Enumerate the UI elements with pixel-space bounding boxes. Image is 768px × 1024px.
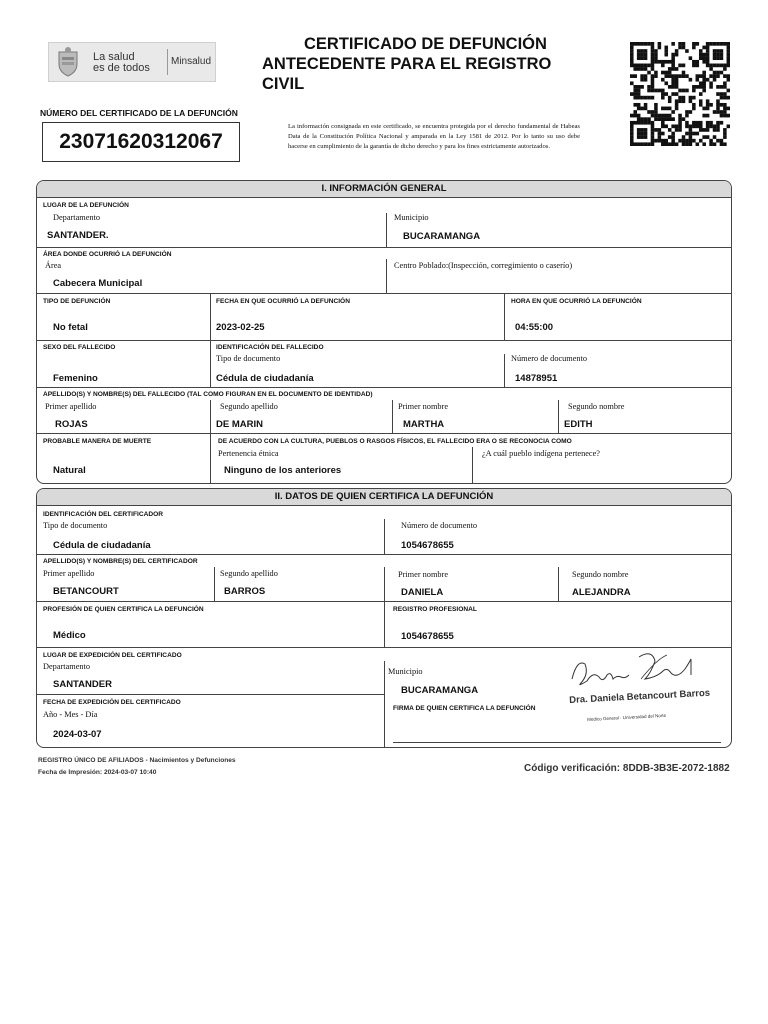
section-title: II. DATOS DE QUIEN CERTIFICA LA DEFUNCIÓN bbox=[37, 489, 731, 506]
field-label: LUGAR DE EXPEDICIÓN DEL CERTIFICADO bbox=[43, 652, 182, 659]
field-label: FECHA DE EXPEDICIÓN DEL CERTIFICADO bbox=[43, 699, 181, 706]
document-title: CERTIFICADO DE DEFUNCIÓN ANTECEDENTE PARA EL REGISTRO CIVIL bbox=[262, 35, 552, 93]
legal-notice: La información consignada en este certificado, se encuentra protegida por el derecho fundamental de Habeas Data de la Constitución Política Nacional y amparada en la Ley 1581 de 2012. Por lo tanto su uso debe hacerse en cumplimiento de la garantía de dicho derecho y para los fines estrictamente autorizados. bbox=[288, 123, 580, 150]
footer-print-date: Fecha de Impresión: 2024-03-07 10:40 bbox=[38, 769, 157, 776]
death-area: Cabecera Municipal bbox=[53, 278, 143, 289]
field-label: Municipio bbox=[388, 667, 423, 676]
logo-divider bbox=[167, 49, 168, 75]
deceased-second-name: EDITH bbox=[564, 419, 593, 430]
section-general-info bbox=[36, 180, 732, 484]
certifier-doc-number: 1054678655 bbox=[401, 540, 454, 551]
field-label: Año - Mes - Día bbox=[43, 710, 98, 719]
field-label: Número de documento bbox=[401, 521, 478, 530]
field-label: HORA EN QUE OCURRIÓ LA DEFUNCIÓN bbox=[511, 298, 642, 305]
deceased-doc-type: Cédula de ciudadanía bbox=[216, 373, 314, 384]
field-label: FIRMA DE QUIEN CERTIFICA LA DEFUNCIÓN bbox=[393, 705, 536, 712]
field-label: Primer nombre bbox=[398, 402, 449, 411]
professional-registry: 1054678655 bbox=[401, 631, 454, 642]
field-label: APELLIDO(S) Y NOMBRE(S) DEL FALLECIDO (TAL COMO FIGURAN EN EL DOCUMENTO DE IDENTIDAD) bbox=[43, 391, 373, 398]
certifier-doc-type: Cédula de ciudadanía bbox=[53, 540, 151, 551]
field-label: Segundo nombre bbox=[568, 402, 625, 411]
field-label: Departamento bbox=[43, 662, 90, 671]
field-label: Primer apellido bbox=[43, 569, 95, 578]
field-label: IDENTIFICACIÓN DEL CERTIFICADOR bbox=[43, 511, 164, 518]
death-type: No fetal bbox=[53, 322, 88, 333]
certificate-number-label: NÚMERO DEL CERTIFICADO DE LA DEFUNCIÓN bbox=[40, 108, 238, 118]
certifier-profession: Médico bbox=[53, 630, 86, 641]
logo-ministry: Minsalud bbox=[171, 56, 212, 67]
field-label: PROBABLE MANERA DE MUERTE bbox=[43, 438, 152, 445]
deceased-first-name: MARTHA bbox=[403, 419, 445, 430]
field-label: Área bbox=[45, 261, 62, 270]
field-label: ¿A cuál pueblo indígena pertenece? bbox=[482, 449, 600, 458]
field-label: Segundo nombre bbox=[572, 570, 629, 579]
certifier-first-name: DANIELA bbox=[401, 587, 444, 598]
field-label: Segundo apellido bbox=[220, 569, 278, 578]
field-label: Tipo de documento bbox=[43, 521, 108, 530]
field-label: Departamento bbox=[53, 213, 100, 222]
certifier-first-surname: BETANCOURT bbox=[53, 586, 119, 597]
field-label: Primer nombre bbox=[398, 570, 449, 579]
death-department: SANTANDER. bbox=[47, 230, 109, 241]
ethnic-belonging: Ninguno de los anteriores bbox=[224, 465, 342, 476]
logo-slogan: La salud es de todos bbox=[93, 51, 150, 74]
field-label: ÁREA DONDE OCURRIÓ LA DEFUNCIÓN bbox=[43, 251, 172, 258]
field-label: Tipo de documento bbox=[216, 354, 281, 363]
field-label: Pertenencia étnica bbox=[218, 449, 279, 458]
footer-registry: REGISTRO ÚNICO DE AFILIADOS - Nacimientos y Defunciones bbox=[38, 757, 236, 764]
death-municipality: BUCARAMANGA bbox=[403, 231, 481, 242]
field-label: TIPO DE DEFUNCIÓN bbox=[43, 298, 111, 305]
deceased-sex: Femenino bbox=[53, 373, 98, 384]
field-label: IDENTIFICACIÓN DEL FALLECIDO bbox=[216, 344, 324, 351]
death-hour: 04:55:00 bbox=[515, 322, 554, 333]
field-label: Municipio bbox=[394, 213, 429, 222]
handwritten-signature bbox=[567, 649, 697, 694]
verification-code: Código verificación: 8DDB-3B3E-2072-1882 bbox=[524, 763, 730, 774]
certificate-number: 23071620312067 bbox=[42, 122, 240, 162]
coat-of-arms-icon bbox=[53, 46, 83, 78]
field-label: DE ACUERDO CON LA CULTURA, PUEBLOS O RASGOS FÍSICOS, EL FALLECIDO ERA O SE RECONOCIA COMO bbox=[218, 438, 572, 445]
field-label: REGISTRO PROFESIONAL bbox=[393, 606, 477, 613]
field-label: SEXO DEL FALLECIDO bbox=[43, 344, 116, 351]
issue-department: SANTANDER bbox=[53, 679, 112, 690]
field-label: Segundo apellido bbox=[220, 402, 278, 411]
field-label: FECHA EN QUE OCURRIÓ LA DEFUNCIÓN bbox=[216, 298, 350, 305]
minsalud-logo bbox=[48, 42, 216, 82]
issue-municipality: BUCARAMANGA bbox=[401, 685, 479, 696]
signature-stamp-name: Dra. Daniela Betancourt Barros bbox=[569, 687, 711, 706]
deceased-first-surname: ROJAS bbox=[55, 419, 88, 430]
issue-date: 2024-03-07 bbox=[53, 729, 102, 740]
death-date: 2023-02-25 bbox=[216, 322, 265, 333]
certifier-second-name: ALEJANDRA bbox=[572, 587, 631, 598]
qr-code-icon bbox=[630, 42, 730, 146]
section-certifier-info bbox=[36, 488, 732, 748]
field-label: APELLIDO(S) Y NOMBRE(S) DEL CERTIFICADOR bbox=[43, 558, 198, 565]
field-label: Centro Poblado:(Inspección, corregimiento o caserío) bbox=[394, 261, 573, 270]
deceased-doc-number: 14878951 bbox=[515, 373, 558, 384]
field-label: PROFESIÓN DE QUIEN CERTIFICA LA DEFUNCIÓN bbox=[43, 606, 204, 613]
field-label: LUGAR DE LA DEFUNCIÓN bbox=[43, 202, 129, 209]
death-manner: Natural bbox=[53, 465, 86, 476]
field-label: Primer apellido bbox=[45, 402, 97, 411]
signature-stamp-subtitle: Medico General - Universidad del Norte bbox=[587, 712, 667, 722]
certifier-second-surname: BARROS bbox=[224, 586, 266, 597]
deceased-second-surname: DE MARIN bbox=[216, 419, 263, 430]
field-label: Número de documento bbox=[511, 354, 588, 363]
section-title: I. INFORMACIÓN GENERAL bbox=[37, 181, 731, 198]
